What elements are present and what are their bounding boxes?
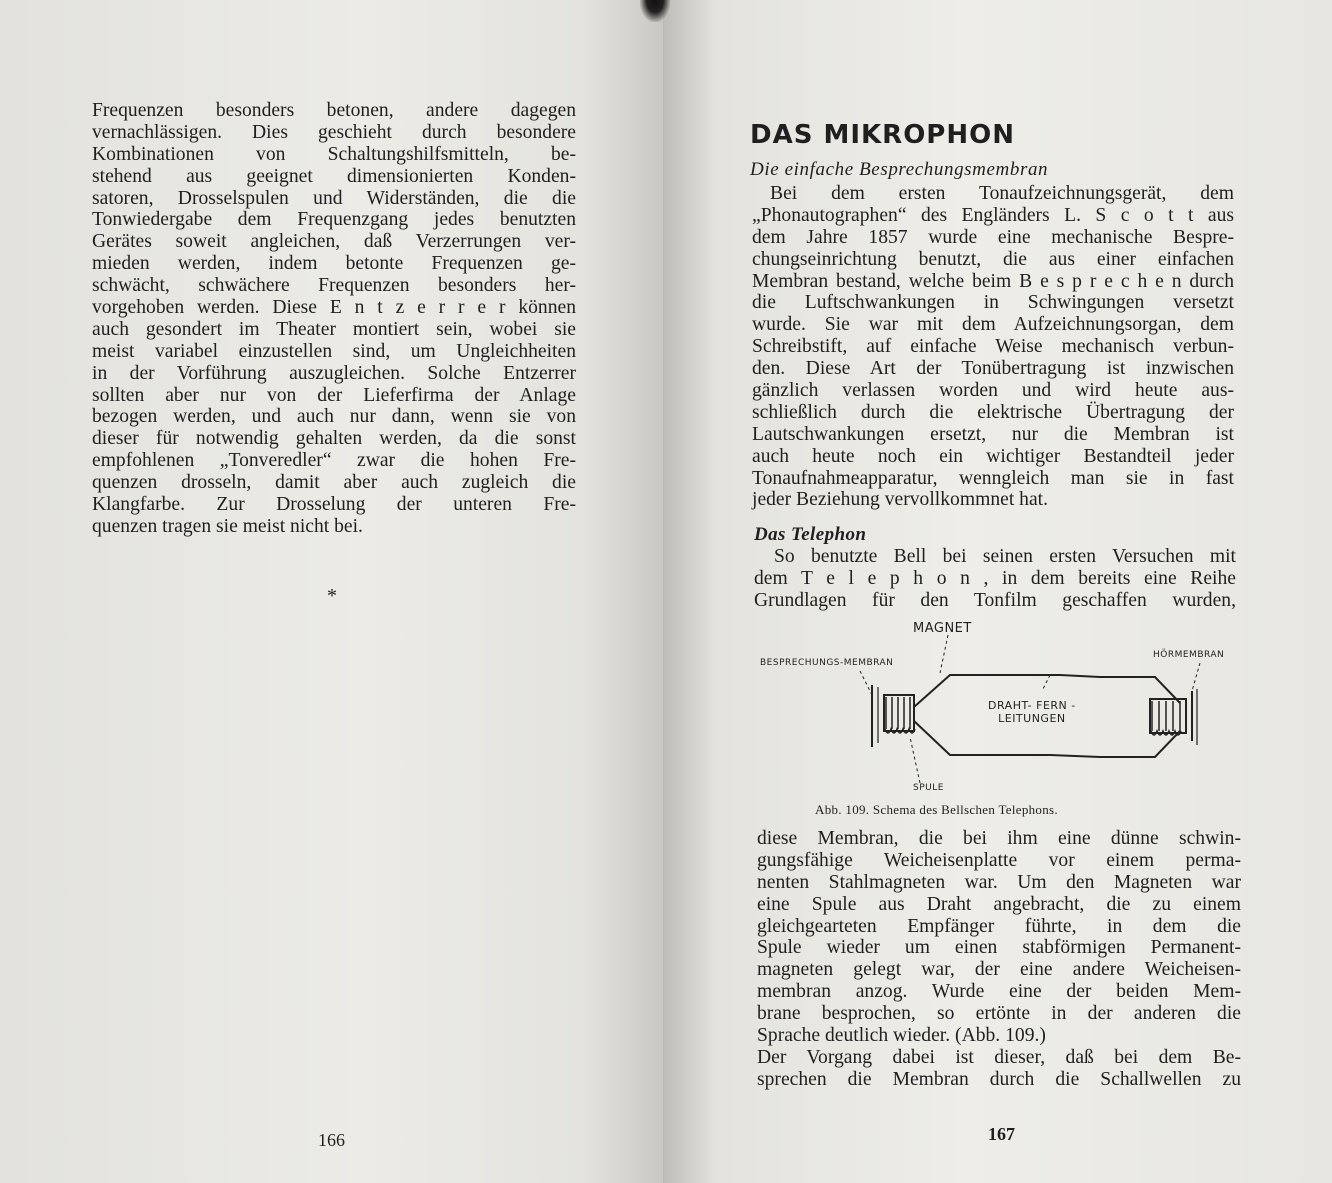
text-line: „Phonautographen“ des Engländers L. S c o t t aus: [752, 204, 1234, 226]
text-line: wurde. Sie war mit dem Aufzeichnungsorgan, dem: [752, 314, 1234, 336]
text-line: Bei dem ersten Tonaufzeichnungsgerät, dem: [770, 183, 1234, 204]
text-line: den. Diese Art der Tonübertragung ist inzwischen: [752, 358, 1234, 380]
figure-label-drahtfernleitungen: [988, 699, 1076, 725]
text-line: gleichgearteten Empfänger führte, in dem die: [757, 915, 1241, 937]
text-line: empfohlenen „Tonveredler“ zwar die hohen Fre-: [92, 450, 576, 472]
text-line: auch gesondert im Theater montiert sein, wobei sie: [92, 318, 576, 340]
text-line: Sprache deutlich wieder. (Abb. 109.): [757, 1025, 1046, 1047]
left-page-body: [92, 100, 576, 538]
subheading-telephon: Das Telephon: [754, 524, 867, 545]
text-line: gungsfähige Weicheisenplatte vor einem perma-: [757, 849, 1241, 871]
text-line: Tonaufnahmeapparatur, wenngleich man sie in fast: [752, 467, 1234, 489]
text-line: mieden werden, indem betonte Frequenzen ge-: [92, 253, 576, 275]
paragraph-telephon-intro: [754, 546, 1236, 612]
text-line: sollten aber nur von der Lieferfirma der Anlage: [92, 384, 576, 406]
text-line: schließlich durch die elektrische Übertragung der: [752, 401, 1234, 423]
text-line: Kombinationen von Schaltungshilfsmitteln, be-: [92, 143, 576, 165]
chapter-title: DAS MIKROPHON: [750, 120, 1015, 150]
text-line: membran anzog. Wurde eine der beiden Mem-: [757, 981, 1241, 1003]
text-line: stehend aus geeignet dimensionierten Konden-: [92, 165, 576, 187]
page-number-left: 166: [318, 1130, 345, 1150]
text-line: satoren, Drosselspulen und Widerständen, die die: [92, 187, 576, 209]
figure-label-line: DRAHT- FERN -: [988, 699, 1076, 712]
text-line: jeder Beziehung vervollkommnet hat.: [752, 489, 1048, 511]
text-line: diese Membran, die bei ihm eine dünne schwin-: [757, 828, 1241, 849]
page-number-right: 167: [988, 1124, 1015, 1144]
text-line: nenten Stahlmagneten war. Um den Magneten war: [757, 871, 1241, 893]
figure-label-line: LEITUNGEN: [998, 712, 1066, 725]
figure-label-besprechungsmembran: BESPRECHUNGS-MEMBRAN: [760, 658, 894, 668]
text-line: Frequenzen besonders betonen, andere dagegen: [92, 100, 576, 121]
text-line: Lautschwankungen ersetzt, nur die Membran ist: [752, 423, 1234, 445]
telephone-schematic-figure: [750, 615, 1240, 815]
text-line: magneten gelegt war, der eine andere Weicheisen-: [757, 959, 1241, 981]
text-line: Tonwiedergabe dem Frequenzgang jedes benutzten: [92, 209, 576, 231]
text-line: Klangfarbe. Zur Drosselung der unteren Fre-: [92, 494, 576, 516]
subheading-membran: Die einfache Besprechungsmembran: [750, 159, 1049, 180]
text-line: Spule wieder um einen stabförmigen Permanent-: [757, 937, 1241, 959]
text-line: dem T e l e p h o n , in dem bereits eine Reihe: [754, 567, 1236, 589]
text-line: dem Jahre 1857 wurde eine mechanische Bespre-: [752, 226, 1234, 248]
paragraph-membran: [752, 183, 1234, 511]
text-line: brane besprochen, so ertönte in der anderen die: [757, 1003, 1241, 1025]
figure-label-spule: SPULE: [913, 783, 944, 793]
text-line: quenzen tragen sie meist nicht bei.: [92, 515, 363, 537]
book-gutter: [640, 0, 670, 22]
text-line: chungseinrichtung benutzt, die aus einer einfachen: [752, 248, 1234, 270]
text-line: Membran bestand, welche beim B e s p r e c h e n durch: [752, 270, 1234, 292]
text-line: Gerätes soweit angleichen, daß Verzerrungen ver-: [92, 231, 576, 253]
text-line: quenzen drosseln, damit aber auch zugleich die: [92, 472, 576, 494]
text-line: gänzlich verlassen worden und wird heute aus-: [752, 380, 1234, 402]
figure-caption: Abb. 109. Schema des Bellschen Telephons.: [815, 802, 1058, 817]
text-line: meist variabel einzustellen sind, um Ungleichheiten: [92, 340, 576, 362]
figure-label-magnet: MAGNET: [913, 621, 972, 636]
text-line: dieser für notwendig gehalten werden, da die sonst: [92, 428, 576, 450]
text-line: eine Spule aus Draht angebracht, die zu einem: [757, 893, 1241, 915]
text-line: Schreibstift, auf einfache Weise mechanisch verbun-: [752, 336, 1234, 358]
text-line: Der Vorgang dabei ist dieser, daß bei dem Be-: [757, 1046, 1241, 1068]
section-ornament: *: [327, 585, 337, 607]
text-line: sprechen die Membran durch die Schallwellen zu: [757, 1068, 1241, 1090]
paragraph-telephon-continued: [757, 828, 1241, 1091]
text-line: die Luftschwankungen in Schwingungen versetzt: [752, 292, 1234, 314]
text-line: auch heute noch ein wichtiger Bestandteil jeder: [752, 445, 1234, 467]
text-line: vernachlässigen. Dies geschieht durch besondere: [92, 121, 576, 143]
text-line: Grundlagen für den Tonfilm geschaffen wurden,: [754, 589, 1236, 611]
text-line: So benutzte Bell bei seinen ersten Versuchen mit: [774, 546, 1236, 567]
text-line: in der Vorführung auszugleichen. Solche Entzerrer: [92, 362, 576, 384]
text-line: bezogen werden, und auch nur dann, wenn sie von: [92, 406, 576, 428]
text-line: vorgehoben werden. Diese E n t z e r r e r können: [92, 297, 576, 319]
text-line: schwächt, schwächere Frequenzen besonders her-: [92, 275, 576, 297]
figure-label-hoermembran: HÖRMEMBRAN: [1153, 650, 1225, 660]
